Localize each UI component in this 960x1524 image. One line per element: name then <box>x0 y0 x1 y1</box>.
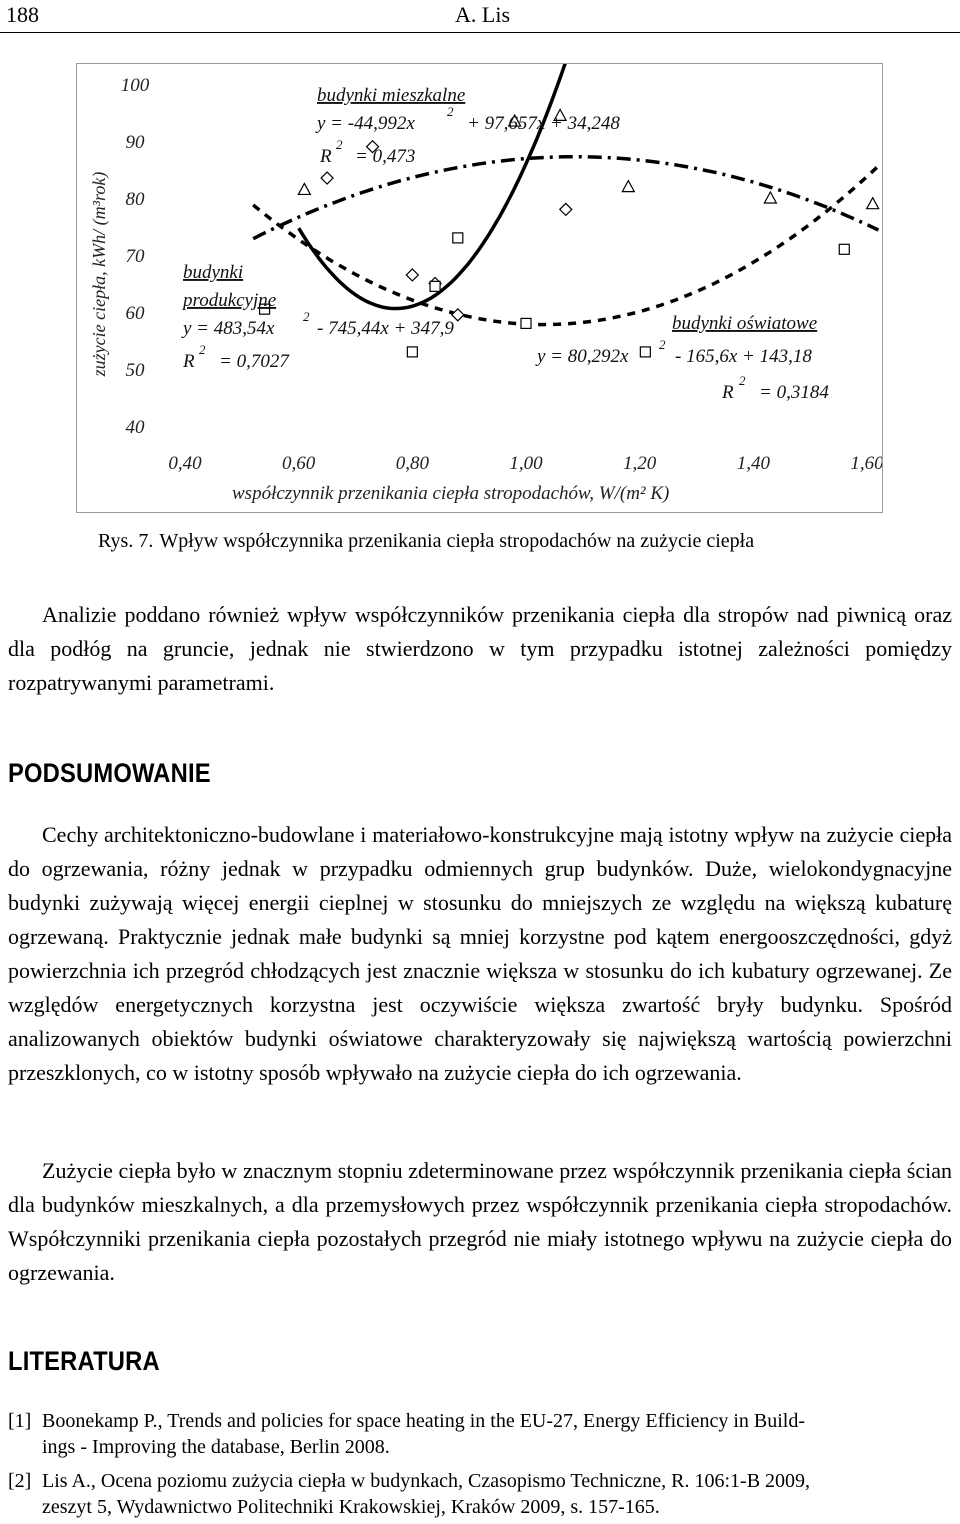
x-tick-label: 0,40 <box>168 453 202 474</box>
marker-triangle <box>622 181 634 192</box>
marker-diamond <box>321 172 333 184</box>
x-tick-label: 1,20 <box>623 453 657 474</box>
school-name: budynki oświatowe <box>672 313 818 334</box>
residential-name: budynki mieszkalne <box>317 85 466 106</box>
x-tick-label: 1,00 <box>509 453 543 474</box>
y-tick-label: 50 <box>125 360 145 381</box>
reference-1 <box>8 1408 952 1460</box>
reference-1-line2: ings - Improving the database, Berlin 2008. <box>42 1436 390 1458</box>
y-tick-label: 60 <box>125 303 145 324</box>
reference-1-line1: , Trends and policies for space heating in the EU-27, Energy Efficiency in Build- <box>157 1410 806 1432</box>
marker-triangle <box>867 198 879 209</box>
marker-diamond <box>406 269 418 281</box>
marker-square <box>521 318 531 328</box>
figure-caption-number: Rys. 7. <box>98 530 154 552</box>
reference-2-label: [2] <box>8 1470 32 1492</box>
heading-literature: LITERATURA <box>8 1346 160 1376</box>
residential-equation: y = -44,992x <box>317 113 415 134</box>
series-label-residential <box>315 85 620 167</box>
industrial-equation-exp: 2 <box>303 309 310 324</box>
school-r2-label: R <box>722 382 734 403</box>
marker-square <box>453 233 463 243</box>
y-tick-label: 80 <box>125 189 145 210</box>
figure-caption <box>98 530 754 553</box>
trend-curve-2 <box>253 166 878 325</box>
heat-consumption-chart <box>77 64 882 512</box>
residential-r2-value: = 0,473 <box>355 146 416 167</box>
reference-2 <box>8 1468 952 1520</box>
y-axis-label: zużycie ciepła, kWh/ (m³rok) <box>89 171 109 377</box>
y-tick-label: 90 <box>125 132 145 153</box>
y-tick-label: 70 <box>125 246 145 267</box>
marker-square <box>430 281 440 291</box>
marker-square <box>839 244 849 254</box>
page-number: 188 <box>6 2 39 27</box>
residential-r2-label: R <box>320 146 332 167</box>
x-tick-labels <box>168 453 882 474</box>
marker-triangle <box>764 192 776 203</box>
marker-square <box>640 347 650 357</box>
industrial-r2-value: = 0,7027 <box>219 351 289 372</box>
school-r2-value: = 0,3184 <box>759 382 829 403</box>
x-tick-label: 1,60 <box>850 453 882 474</box>
running-author: A. Lis <box>455 2 510 27</box>
y-tick-label: 40 <box>125 417 145 438</box>
residential-equation-tail: + 97,657x + 34,248 <box>467 113 620 134</box>
school-r2-exp: 2 <box>739 373 746 388</box>
reference-2-line2: zeszyt 5, Wydawnictwo Politechniki Krakowskiej, Kraków 2009, s. 157-165. <box>42 1496 660 1518</box>
industrial-name-line1: budynki <box>183 262 244 283</box>
y-tick-labels <box>121 75 150 438</box>
residential-equation-exp: 2 <box>447 104 454 119</box>
reference-2-author: Lis A. <box>42 1470 91 1492</box>
school-equation: y = 80,292x <box>537 346 629 367</box>
marker-diamond <box>560 203 572 215</box>
marker-square <box>407 347 417 357</box>
y-tick-label: 100 <box>120 75 150 96</box>
trend-curve-0 <box>253 157 878 239</box>
school-equation-tail: - 165,6x + 143,18 <box>675 346 812 367</box>
marker-triangle <box>298 183 310 194</box>
industrial-equation: y = 483,54x <box>183 318 275 339</box>
industrial-r2-exp: 2 <box>199 342 206 357</box>
reference-2-line1: , Ocena poziomu zużycia ciepła w budynkach, Czasopismo Techniczne, R. 106:1-B 2009, <box>90 1470 811 1492</box>
figure-chart-frame <box>76 63 883 513</box>
school-equation-exp: 2 <box>659 337 666 352</box>
paragraph-summary-1: Cechy architektoniczno-budowlane i materiałowo-konstrukcyjne mają istotny wpływ na zużycie ciepła do ogrzewania, różny jednak w przypadku odmiennych grup budynków. Duże, wielokondygnacyjne budynki zużywają więcej energii cieplnej w stosunku do mniejszych ze względu na większą kubaturę ogrzewaną. Praktycznie jednak małe budynki są mniej korzystne pod kątem energooszczędności, gdyż powierzchnia ich przegród chłodzących jest znacznie większa w stosunku do ich kubatury ogrzewanej. Ze względów energetycznych korzystna jest oczywiście większa zwartość bryły budynku. Spośród analizowanych obiektów budynki oświatowe charakteryzowały się największą wartością powierzchni przeszklonych, co w istotny sposób wpływało na zużycie ciepła do ich ogrzewania. <box>8 822 952 1085</box>
reference-1-author: Boonekamp P. <box>42 1410 158 1432</box>
industrial-equation-tail: - 745,44x + 347,9 <box>317 318 454 339</box>
residential-r2-exp: 2 <box>336 137 343 152</box>
x-tick-label: 1,40 <box>736 453 770 474</box>
paragraph-summary-2: Zużycie ciepła było w znacznym stopniu zdeterminowane przez współczynnik przenikania ciepła ścian dla budynków mieszkalnych, a dla przemysłowych przez współczynnik przenikania ciepła stropodachów. Współczynniki przenikania ciepła pozostałych przegród nie miały istotnego wpływu na zużycie ciepła do ogrzewania. <box>8 1158 952 1285</box>
x-tick-label: 0,80 <box>395 453 429 474</box>
x-tick-label: 0,60 <box>282 453 316 474</box>
paragraph-analysis: Analizie poddano również wpływ współczynników przenikania ciepła dla stropów nad piwnicą oraz dla podłóg na gruncie, jednak nie stwierdzono w tym przypadku istotnej zależności pomiędzy rozpatrywanymi parametrami. <box>8 602 952 695</box>
figure-caption-text: Wpływ współczynnika przenikania ciepła stropodachów na zużycie ciepła <box>159 530 755 552</box>
x-axis-label: współczynnik przenikania ciepła stropodachów, W/(m² K) <box>232 483 670 504</box>
page-header <box>0 0 960 33</box>
industrial-r2-label: R <box>183 351 195 372</box>
reference-1-label: [1] <box>8 1410 32 1432</box>
industrial-name-line2: produkcyjne <box>183 290 277 311</box>
series-label-school <box>535 313 829 403</box>
heading-summary: PODSUMOWANIE <box>8 758 211 788</box>
